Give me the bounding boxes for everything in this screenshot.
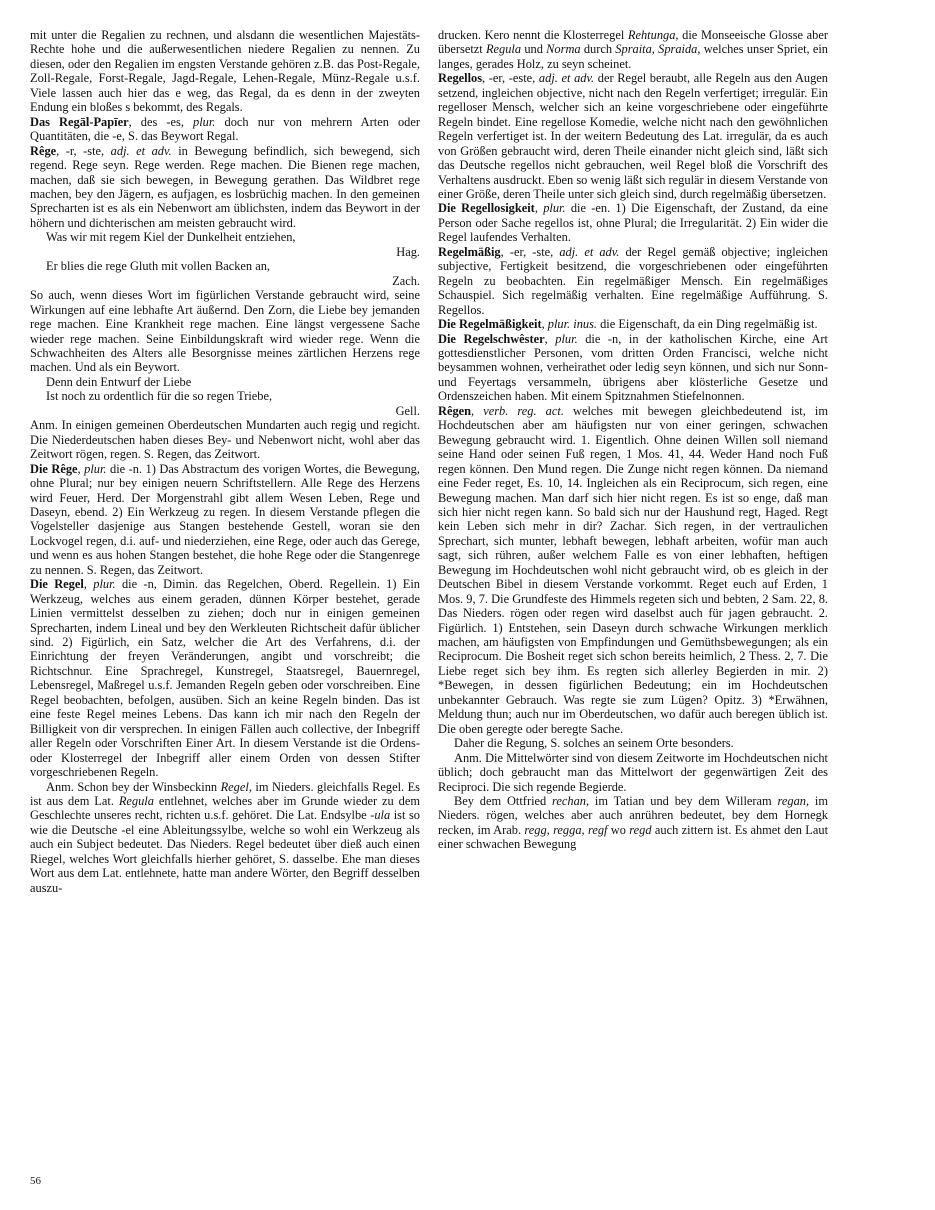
paragraph-regalien: mit unter die Regalien zu rechnen, und alsdann die wesentlichen Majestäts-Rechte hohe und die außerwesentlichen niedere Regalien zu nennen. Zu diesen, oder den Regalien im engsten Verstande gehören z.B. das Post-Regale, Zoll-Regale, Forst-Regale, Jagd-Regale, Lehen-Regale, Münz-Regale u.s.f. Viele lassen auch hier das e weg, das Regal, da es denn in der zweyten Endung ein bloßes s bekommt, des Regals. <box>30 28 420 115</box>
verse-quote: Denn dein Entwurf der Liebe <box>46 374 192 389</box>
headword: Die Rêge <box>30 461 78 476</box>
quote-source: Zach. <box>392 273 420 288</box>
grammar-label: plur. <box>84 461 107 476</box>
page-number: 56 <box>30 1175 41 1187</box>
entry-regal-papier: Das Regāl-Papīer, des -es, plur. doch nur von mehrern Arten oder Quantitäten, die -e, S. das Beywort Regal. <box>30 114 421 144</box>
grammar-label: adj. et adv. <box>559 244 620 259</box>
verse-quote: Er blies die rege Gluth mit vollen Backen an, <box>46 259 270 274</box>
entry-regelmaessigkeit: Die Regelmäßigkeit, plur. inus. die Eigenschaft, da ein Ding regelmäßig ist. <box>438 317 818 332</box>
annotation-rege: Anm. In einigen gemeinen Oberdeutschen Mundarten auch regig und regicht. Die Niederdeutschen haben dieses Bey- und Nebenwort nicht, wohl aber das Zeitwort rögen, regen. S. Regen, das Zeitwort. <box>30 418 420 462</box>
entry-die-rege: Die Rêge, plur. die -n. 1) Das Abstractum des vorigen Wortes, die Bewegung, ohne Plural; nur bey einigen neuern Schriftstellern. Alle Rege des Herzens wird Feuer, Herd. Der Morgenstrahl gibt allem Wesen Leben, Rege und Daseyn, ebend. 2) Ein Werkzeug zu regen. In diesem Verstande pflegen die Vogelsteller dasjenige aus Stangen bestehende Gestell, woran sie den Lockvogel regen, d.i. auf- und niederziehen, eine Rege, oder auch das Gerege, und wenn es aus hohen Stangen bestehet, die hohe Rege oder die Stangenrege zu nennen. S. Regen, das Zeitwort. <box>30 461 420 577</box>
left-column <box>30 28 420 895</box>
entry-regelmaessig: Regelmäßig, -er, -ste, adj. et adv. der Regel gemäß objective; ingleichen subjective, Fertigkeit besitzend, die vorgeschriebenen oder eingeführten Regeln zu beobachten. Ein regelmäßiger Mensch. Ein regelmäßiges Schauspiel. Sich regelmäßig verhalten. Eine regelmäßige Aufführung. S. Regellos. <box>438 244 828 317</box>
entry-die-regel: Die Regel, plur. die -n, Dimin. das Regelchen, Oberd. Regellein. 1) Ein Werkzeug, welches aus einem geraden, dünnen Körper bestehet, gerade Linien vermittelst desselben zu ziehen; doch nur in einigen gemeinen Sprecharten, indem Lineal und bey den Werkleuten Richtscheit dafür üblicher sind. 2) Figürlich, ein Satz, welcher die Art des Verfahrens, d.i. der Einrichtung der freyen Veränderungen, angibt und vorschreibt; die Richtschnur. Eine Sprachregel, Kunstregel, Staatsregel, Bauernregel, Lebensregel, Maßregel u.s.f. Jemanden Regeln geben oder vorschreiben. Eine Regel beobachten, befolgen, ausüben. Sich an keine Regeln binden. Das ist eine feste Regel meines Lebens. Das kann ich mir nach den Regeln der Billigkeit von dir versprechen. In einigen Fällen auch collective, der Inbegriff aller Regeln oder Vorschriften Einer Art. In diesem Verstande ist die Ordens- oder Klosterregel der Inbegriff aller einem Orden von dessen Stifter vorgeschriebenen Regeln. <box>30 577 420 780</box>
entry-rege-adj: Rêge, -r, -ste, adj. et adv. in Bewegung befindlich, sich bewegend, sich regend. Rege seyn. Rege werden. Rege machen. Die Bienen rege machen, machen, daß sie sich bewegen, in Bewegung gerathen. Das Wildbret rege machen, bey den Jägern, es aufjagen, es losbrüchig machen. In den gemeinen Sprecharten ist es als ein Nebenwort am üblichsten, indem das Beywort in der höhern und dichterischen am meisten gebraucht wird. <box>30 143 421 230</box>
paragraph-so-auch: So auch, wenn dieses Wort im figürlichen Verstande gebraucht wird, seine Wirkungen auf eine lebhafte Art äußernd. Den Zorn, die Liebe bey jemanden rege machen. Eine Krankheit rege machen. Eine längst vergessene Sache wieder rege machen. Seine Einbildungskraft wird wieder rege. Wenn die Schwachheiten des Alters alle Besorgnisse meines zärtlichen Herzens rege machen. Und als ein Beywort. <box>30 288 420 375</box>
quote-source: Hag. <box>396 244 420 259</box>
headword: Regellos <box>438 71 483 86</box>
grammar-label: plur. <box>543 201 566 216</box>
headword: Die Regelmäßigkeit <box>438 317 542 332</box>
paragraph-continuation: drucken. Kero nennt die Klosterregel Rehtunga, die Monseeische Glosse aber übersetzt Regula und Norma durch Spraita, Spraida, welches unser Spriet, ein langes, gerades Holz, zu seyn scheinet. <box>438 28 829 71</box>
headword: Rêge <box>30 143 57 158</box>
grammar-label: adj. et adv. <box>110 143 172 158</box>
annotation-regel: Anm. Schon bey der Winsbeckinn Regel, im Nieders. gleichfalls Regel. Es ist aus dem Lat. Regula entlehnet, welches aber im Grunde wieder zu dem Geschlechte unseres recht, richten u.s.f. gehöret. Die Lat. Endsylbe -ula ist so wie die Deutsche -el eine Ableitungssylbe, welche so wohl ein Werkzeug als auch ein Subject bedeutet. Das Nieders. Regel bedeutet über dieß auch einen Riegel, welches Wort gleichfalls hierher gehöret, S. dasselbe. Ehe man dieses Wort aus dem Lat. entlehnete, hatte man andere Wörter, den Begriff desselben auszu- <box>30 779 421 895</box>
quote-source: Gell. <box>395 403 420 418</box>
dictionary-page <box>30 28 898 1178</box>
headword: Regelmäßig <box>438 244 501 259</box>
entry-regen-verb: Rêgen, verb. reg. act. welches mit bewegen gleichbedeutend ist, im Hochdeutschen aber am häufigsten nur von einer geringen, schwachen Bewegung gebraucht wird. 1. Eigentlich. Ohne deinen Willen soll niemand seine Hand oder seinen Fuß regen, 1 Mos. 41, 44. Weder Hand noch Fuß regen können. Den Mund regen. Die Zunge nicht regen können. Da niemand eine Feder reget, Es. 10, 14. Ingleichen als ein Reciprocum, sich regen, eine Bewegung machen. Man darf sich hier nicht regen. Es ist so enge, daß man sich hier nicht regen kann. So bald sich nur der Haushund regt, Haged. Regt kein Leben sich mehr in dir? Zachar. Sich regen, in der vertraulichen Sprechart, sich munter, lebhaft bewegen, lebhaft arbeiten, wofür man auch sagt, sich rühren, außer welchem Falle es von einer lebhaften, heftigen Bewegung im Hochdeutschen wohl nicht gebraucht wird, ob es gleich in der Deutschen Bibel in diesem Verstande vorkommt. Reget euch auf Erden, 1 Mos. 9, 7. Die Grundfeste des Himmels regeten sich und bebten, 2 Sam. 22, 8. Das Nieders. rögen oder regen wird daselbst auch für jagen gebraucht. 2. Figürlich. 1) Entstehen, sein Daseyn durch schwache Wirkungen merklich machen, am häufigsten von Empfindungen und Gemüthsbewegungen; als ein Reciprocum. Die Bosheit reget sich schon bereits heimlich, 2 Thess. 2, 7. Die Liebe reget sich bey ihm. Es regten sich allerley Begierden in mir. 2) *Bewegen, in dessen figürlichen Bedeutung; ein im Hochdeutschen unbekannter Gebrauch. Was regte sie zum Lügen? Opitz. 3) *Erwähnen, Meldung thun; auch nur im Oberdeutschen, wo dafür auch beregen üblich ist. Die oben geregte oder beregte Sache. <box>438 403 828 736</box>
headword: Rêgen <box>438 403 472 418</box>
headword: Das Regāl-Papīer <box>30 114 129 129</box>
annotation-regen: Anm. Die Mittelwörter sind von diesem Zeitworte im Hochdeutschen nicht üblich; doch gebraucht man das Mittelwort der gegenwärtigen Zeit des Reciproci. Die sich regende Begierde. <box>438 750 828 794</box>
headword: Die Regelschwêster <box>438 331 545 346</box>
grammar-label: verb. reg. act. <box>483 403 564 418</box>
paragraph-daher: Daher die Regung, S. solches an seinem Orte besonders. <box>454 736 734 751</box>
grammar-label: adj. et adv. <box>538 71 595 86</box>
grammar-label: plur. <box>193 114 216 129</box>
verse-quote: Was wir mit regem Kiel der Dunkelheit entziehen, <box>46 230 296 245</box>
paragraph-etymology: Bey dem Ottfried rechan, im Tatian und bey dem Willeram regan, im Nieders. rögen, welches aber auch anrühren bedeutet, bey dem Hornegk recken, im Arab. regg, regga, regf wo regd auch zittern ist. Es ahmet den Laut einer schwachen Bewegung <box>438 794 829 852</box>
entry-regellos: Regellos, -er, -este, adj. et adv. der Regel beraubt, alle Regeln aus den Augen setzend, ingleichen objective, nicht nach den Regeln verfertiget; irregulär. Ein regelloser Mensch, welcher sich an keine vorgeschriebene oder eingeführte Regeln bindet. Eine regellose Komedie, welche nicht nach den gewöhnlichen Regeln verfertiget ist. In der weitern Bedeutung des Lat. irregulär, da es auch von Größen gebraucht wird, deren Theile einander nicht gleich sind, läßt sich das Deutsche regellos nicht gebrauchen, weil Regel bloß die Vorschrift des Verhaltens ausdruckt. Eben so wenig läßt sich regulär in diesem Verstande von einer Größe, deren Theile unter sich gleich sind, durch regelmäßig übersetzen. <box>438 71 829 201</box>
headword: Die Regel <box>30 577 84 592</box>
right-column <box>438 28 828 852</box>
entry-regellosigkeit: Die Regellosigkeit, plur. die -en. 1) Die Eigenschaft, der Zustand, da eine Person oder Sache regellos ist, ohne Plural; die Irregularität. 2) Ein wider die Regel laufendes Verhalten. <box>438 201 828 245</box>
grammar-label: plur. <box>93 577 116 592</box>
grammar-label: plur. inus. <box>547 317 598 332</box>
entry-regelschwester: Die Regelschwêster, plur. die -n, in der katholischen Kirche, eine Art gottesdienstlicher Personen, vom dritten Orden Francisci, welche nicht beysammen wohnen, verheirathet oder ledig seyn können, und sich nur Sonn- und Feyertags versammeln, übrigens aber klösterliche Gesetze und Ordenszeichen haben. Mit einem Spitznahmen Stiefelnonnen. <box>438 331 828 404</box>
grammar-label: plur. <box>555 331 578 346</box>
headword: Die Regellosigkeit <box>438 201 535 216</box>
verse-quote: Ist noch zu ordentlich für die so regen Triebe, <box>46 389 273 404</box>
